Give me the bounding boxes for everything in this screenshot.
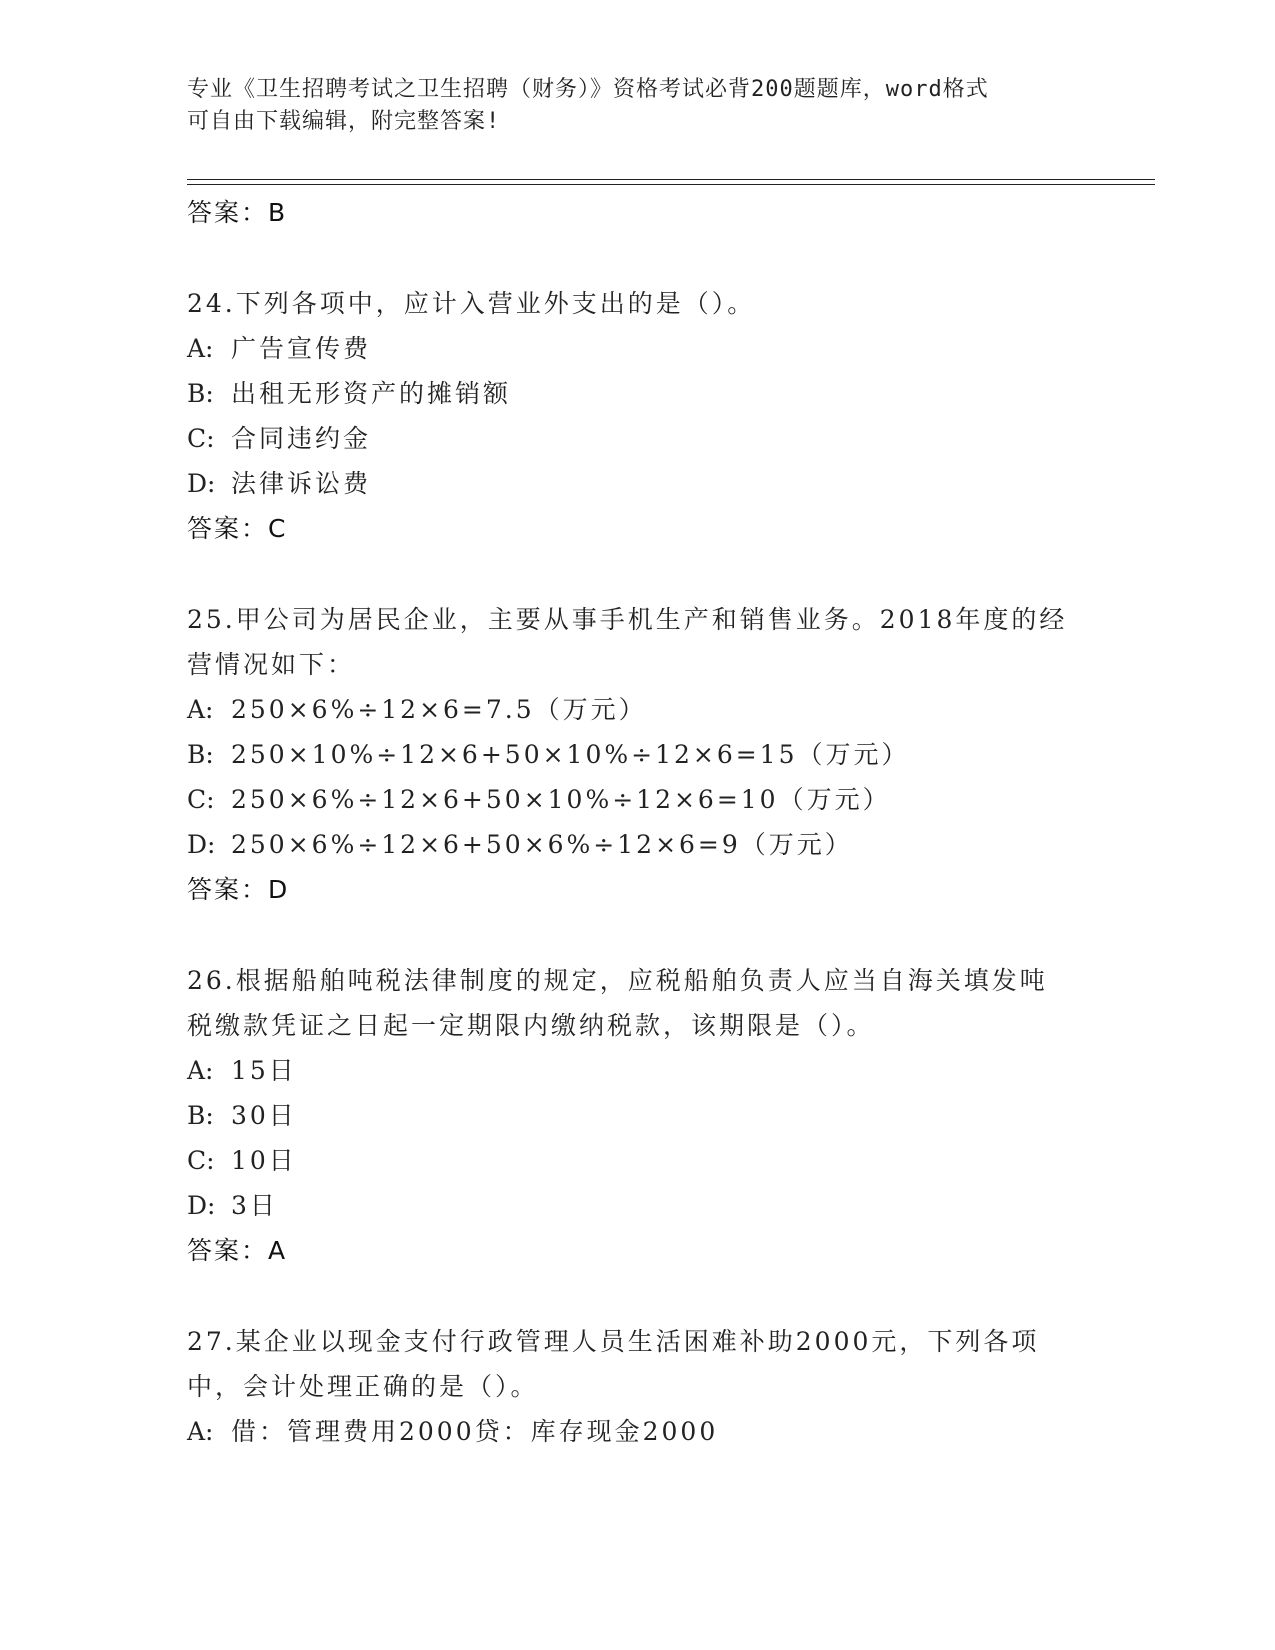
page-header <box>187 74 1067 138</box>
option-text: 250×6%÷12×6+50×10%÷12×6=10（万元） <box>231 785 891 814</box>
question-text: 26.根据船舶吨税法律制度的规定，应税船舶负责人应当自海关填发吨 <box>187 966 1048 995</box>
option-c <box>187 1138 1087 1183</box>
option-key: D: <box>187 830 216 859</box>
option-key: C: <box>187 424 215 453</box>
option-a <box>187 1048 1087 1093</box>
option-c <box>187 777 1087 822</box>
answer-value: C <box>268 514 288 543</box>
answer-line <box>187 190 1087 235</box>
option-a <box>187 326 1087 371</box>
question-block <box>187 597 1087 912</box>
option-text: 3日 <box>231 1191 278 1220</box>
question-list <box>187 190 1087 1454</box>
question-text-continued: 税缴款凭证之日起一定期限内缴纳税款，该期限是（）。 <box>187 1011 875 1040</box>
option-d <box>187 822 1087 867</box>
header-line-2: 可自由下载编辑，附完整答案! <box>187 109 501 134</box>
option-text: 法律诉讼费 <box>231 469 372 498</box>
answer-label: 答案： <box>187 1236 269 1265</box>
option-a <box>187 687 1087 732</box>
option-text: 10日 <box>231 1146 297 1175</box>
question-block <box>187 958 1087 1273</box>
option-text: 出租无形资产的摊销额 <box>231 379 512 408</box>
option-text: 借：管理费用2000贷：库存现金2000 <box>231 1417 719 1446</box>
answer-value: B <box>268 198 288 227</box>
option-b <box>187 1093 1087 1138</box>
question-block <box>187 281 1087 551</box>
option-key: B: <box>187 1101 214 1130</box>
answer-line <box>187 506 1087 551</box>
answer-line <box>187 1228 1087 1273</box>
question-text: 24.下列各项中，应计入营业外支出的是（）。 <box>187 289 756 318</box>
option-d <box>187 1183 1087 1228</box>
answer-label: 答案： <box>187 198 269 227</box>
option-b <box>187 732 1087 777</box>
question-text: 25.甲公司为居民企业，主要从事手机生产和销售业务。2018年度的经 <box>187 605 1068 634</box>
option-text: 15日 <box>231 1056 297 1085</box>
header-divider-bottom <box>187 184 1155 185</box>
header-divider-top <box>187 179 1155 180</box>
option-text: 合同违约金 <box>231 424 372 453</box>
option-text: 250×6%÷12×6+50×6%÷12×6=9（万元） <box>231 830 853 859</box>
option-c <box>187 416 1087 461</box>
option-a <box>187 1409 1087 1454</box>
option-key: D: <box>187 1191 216 1220</box>
option-b <box>187 371 1087 416</box>
answer-label: 答案： <box>187 514 269 543</box>
question-text: 27.某企业以现金支付行政管理人员生活困难补助2000元，下列各项 <box>187 1327 1040 1356</box>
answer-label: 答案： <box>187 875 269 904</box>
answer-value: A <box>268 1236 288 1265</box>
option-text: 30日 <box>231 1101 297 1130</box>
answer-value: D <box>268 875 290 904</box>
option-d <box>187 461 1087 506</box>
option-key: B: <box>187 379 214 408</box>
answer-line <box>187 867 1087 912</box>
header-line-1: 专业《卫生招聘考试之卫生招聘（财务）》资格考试必背200题题库，word格式 <box>187 77 989 102</box>
option-text: 广告宣传费 <box>231 334 372 363</box>
question-text-continued: 中，会计处理正确的是（）。 <box>187 1372 539 1401</box>
option-key: A: <box>187 334 214 363</box>
option-key: A: <box>187 695 214 724</box>
question-text-continued: 营情况如下： <box>187 650 356 679</box>
option-key: C: <box>187 1146 215 1175</box>
option-key: C: <box>187 785 215 814</box>
option-key: A: <box>187 1417 214 1446</box>
option-text: 250×10%÷12×6+50×10%÷12×6=15（万元） <box>231 740 910 769</box>
option-key: B: <box>187 740 214 769</box>
question-block <box>187 1319 1087 1454</box>
option-key: A: <box>187 1056 214 1085</box>
option-key: D: <box>187 469 216 498</box>
option-text: 250×6%÷12×6=7.5（万元） <box>231 695 647 724</box>
